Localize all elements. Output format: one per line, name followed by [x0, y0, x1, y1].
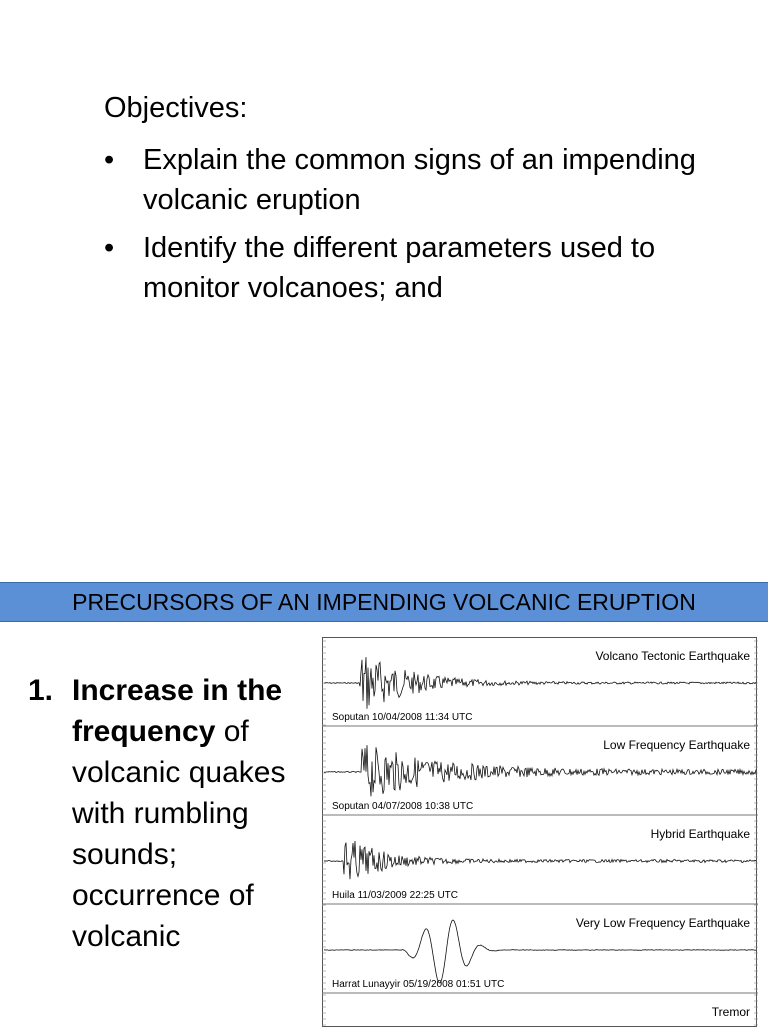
seismogram-caption: Harrat Lunayyir 05/19/2008 01:51 UTC — [332, 979, 505, 990]
seismogram-caption: Soputan 04/07/2008 10:38 UTC — [332, 801, 474, 812]
section-banner: PRECURSORS OF AN IMPENDING VOLCANIC ERUPTION — [0, 582, 768, 622]
seismogram-label: Volcano Tectonic Earthquake — [595, 649, 750, 663]
objective-item — [104, 140, 744, 220]
point-number: 1. — [28, 674, 54, 707]
point-bold-text: Increase in the frequency — [72, 674, 283, 748]
seismogram-label: Low Frequency Earthquake — [603, 738, 750, 752]
seismogram-figure — [322, 637, 758, 1027]
bullet-icon: • — [104, 144, 115, 176]
objective-text: Explain the common signs of an impending volcanic eruption — [143, 144, 696, 216]
seismogram-svg — [322, 637, 758, 1027]
seismogram-caption: Soputan 10/04/2008 11:34 UTC — [332, 712, 473, 723]
point-text: of volcanic quakes with rumbling sounds; occurrence of volcanic — [72, 715, 286, 953]
precursor-point-1 — [28, 670, 318, 957]
seismogram-label: Hybrid Earthquake — [650, 827, 750, 841]
objectives-list — [104, 140, 744, 316]
objective-item — [104, 228, 744, 308]
objectives-title: Objectives: — [104, 92, 248, 124]
seismogram-label: Tremor — [711, 1005, 750, 1019]
objective-text: Identify the different parameters used to monitor volcanoes; and — [143, 232, 656, 304]
seismogram-label: Very Low Frequency Earthquake — [575, 916, 750, 930]
seismogram-caption: Huila 11/03/2009 22:25 UTC — [332, 890, 459, 901]
bullet-icon: • — [104, 232, 115, 264]
